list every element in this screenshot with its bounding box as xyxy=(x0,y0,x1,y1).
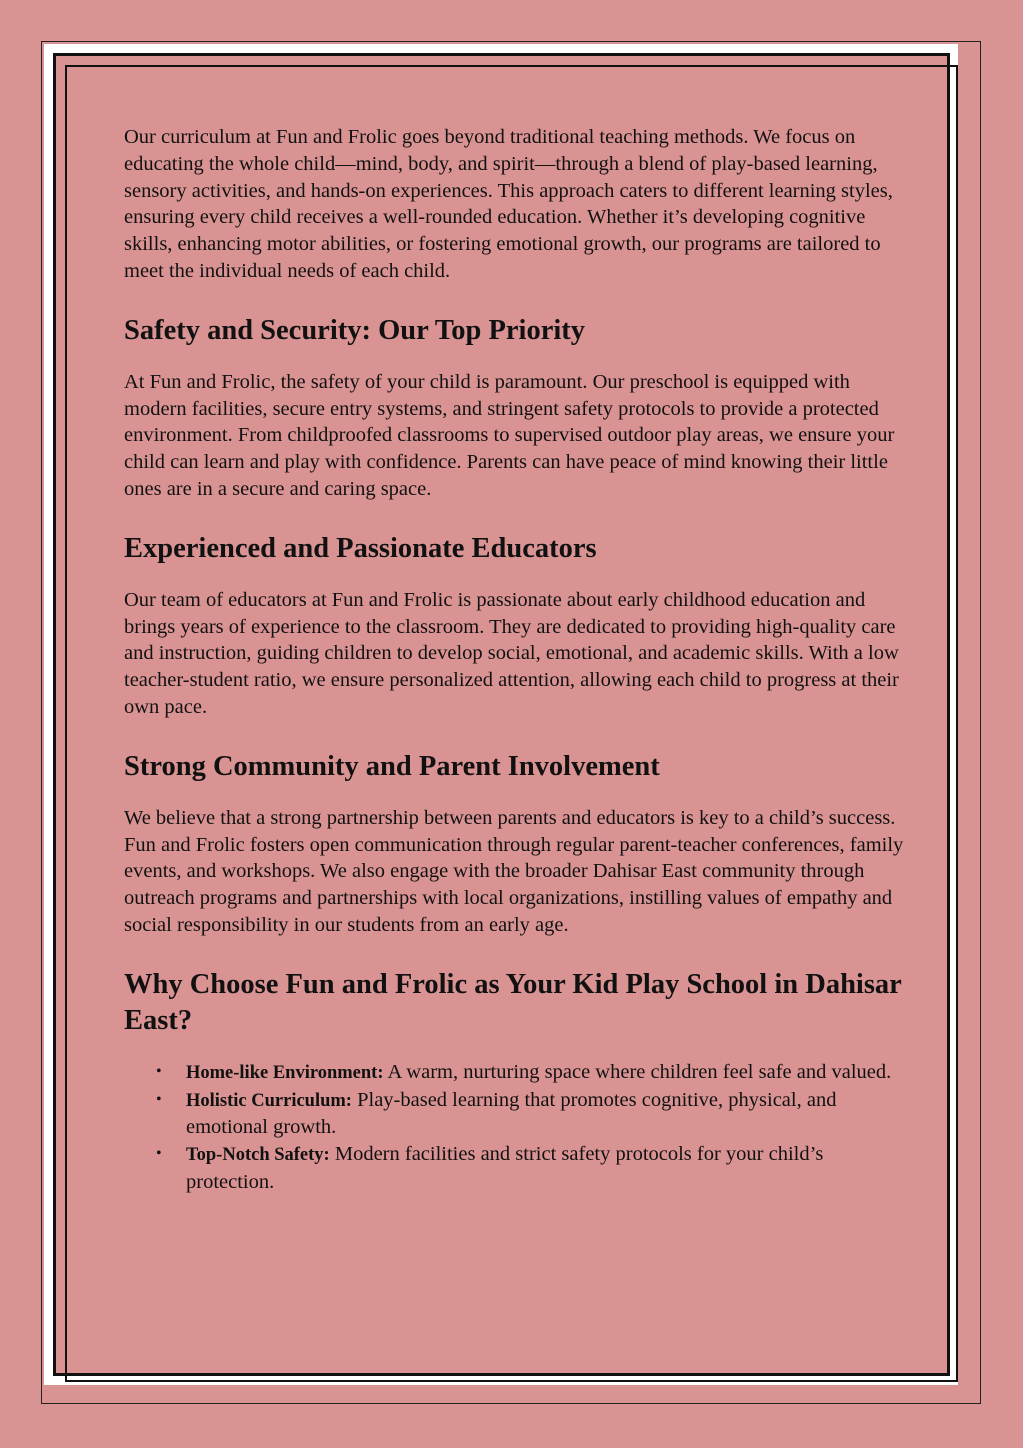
list-item-text: A warm, nurturing space where children feel safe and valued. xyxy=(383,1060,892,1083)
list-item-label: Top-Notch Safety: xyxy=(186,1145,330,1166)
paragraph-community: We believe that a strong partnership between parents and educators is key to a child’s success. Fun and Frolic fosters open communication through regular parent-teacher conferences, family events, and workshops. We also engage with the broader Dahisar East community through outreach programs and partnerships with local organizations, instilling values of empathy and social responsibility in our students from an early age. xyxy=(124,806,904,936)
list-item-label: Home-like Environment: xyxy=(186,1062,384,1083)
list-item-label: Holistic Curriculum: xyxy=(186,1090,352,1111)
heading-safety-security: Safety and Security: Our Top Priority xyxy=(124,314,586,346)
benefits-list xyxy=(124,1059,914,1196)
paragraph-educators: Our team of educators at Fun and Frolic is passionate about early childhood education and brings years of experience to the classroom. They are dedicated to providing high-quality care and instruction, guiding children to develop social, emotional, and academic skills. With a low teacher-student ratio, we ensure personalized attention, allowing each child to progress at their own pace. xyxy=(124,588,899,718)
heading-educators: Experienced and Passionate Educators xyxy=(124,532,597,564)
list-item xyxy=(156,1141,914,1196)
document-content xyxy=(124,124,914,1196)
list-item xyxy=(156,1059,914,1087)
heading-community: Strong Community and Parent Involvement xyxy=(124,750,660,782)
list-item-text: Play-based learning that promotes cognitive, physical, and emotional growth. xyxy=(186,1088,837,1139)
heading-why-choose: Why Choose Fun and Frolic as Your Kid Play School in Dahisar East? xyxy=(124,968,902,1036)
bullet-icon: • xyxy=(156,1090,162,1108)
intro-paragraph: Our curriculum at Fun and Frolic goes beyond traditional teaching methods. We focus on educating the whole child—mind, body, and spirit—through a blend of play-based learning, sensory activities, and hands-on experiences. This approach caters to different learning styles, ensuring every child receives a well-rounded education. Whether it’s developing cognitive skills, enhancing motor abilities, or fostering emotional growth, our programs are tailored to meet the individual needs of each child. xyxy=(124,126,893,282)
paragraph-safety-security: At Fun and Frolic, the safety of your child is paramount. Our preschool is equipped with modern facilities, secure entry systems, and stringent safety protocols to provide a protected environment. From childproofed classrooms to supervised outdoor play areas, we ensure your child can learn and play with confidence. Parents can have peace of mind knowing their little ones are in a secure and caring space. xyxy=(124,370,895,500)
bullet-icon: • xyxy=(156,1145,162,1163)
list-item-text: Modern facilities and strict safety protocols for your child’s protection. xyxy=(186,1143,824,1193)
list-item xyxy=(156,1087,914,1142)
bullet-icon: • xyxy=(156,1062,162,1080)
